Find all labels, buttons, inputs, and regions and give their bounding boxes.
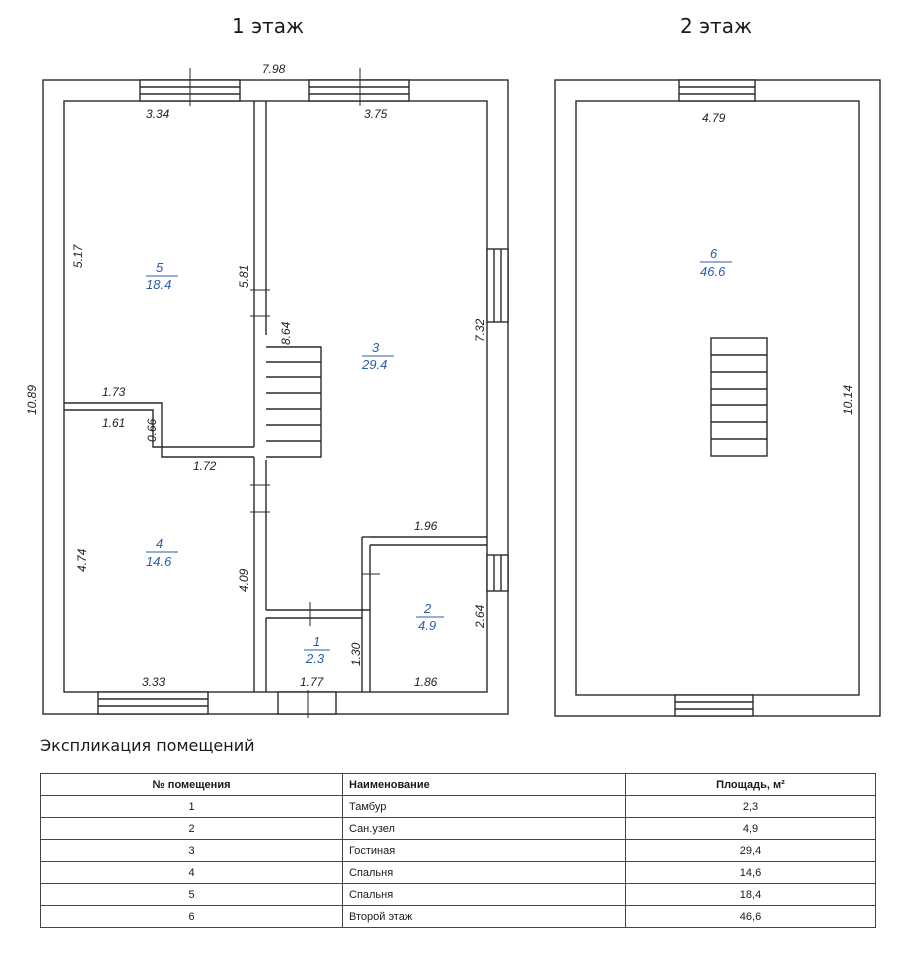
dim-top-right: 3.75 (364, 107, 388, 121)
cell-area: 18,4 (626, 884, 876, 906)
svg-text:5: 5 (156, 260, 164, 275)
cell-name: Гостиная (343, 840, 626, 862)
floor-2-stairs (711, 338, 767, 456)
cell-area: 2,3 (626, 796, 876, 818)
svg-text:3: 3 (372, 340, 380, 355)
table-header-row (41, 774, 876, 796)
floor-1-title: 1 этаж (232, 14, 304, 38)
floor-1-stairs (266, 362, 321, 441)
dim-bath-top: 1.96 (414, 519, 438, 533)
dim-f2-right: 10.14 (841, 384, 855, 415)
room-label-2 (416, 601, 444, 633)
dim-top-total: 7.98 (262, 62, 286, 76)
table-row (41, 840, 876, 862)
svg-text:14.6: 14.6 (146, 554, 172, 569)
dim-room5-wall: 5.81 (237, 264, 251, 288)
cell-area: 29,4 (626, 840, 876, 862)
svg-text:46.6: 46.6 (700, 264, 726, 279)
dim-bottom-mid: 1.77 (300, 675, 324, 689)
dim-ledge-height: 0.66 (145, 418, 159, 442)
dim-room4-height: 4.74 (75, 548, 89, 572)
floor-2-outer-walls (555, 80, 880, 716)
dim-room5-height: 5.17 (71, 244, 85, 268)
cell-num: 5 (41, 884, 343, 906)
dim-left-total: 10.89 (25, 384, 39, 415)
dim-top-left: 3.34 (146, 107, 170, 121)
dim-room3-right: 7.32 (473, 318, 487, 342)
room-label-5 (146, 260, 178, 292)
cell-name: Спальня (343, 862, 626, 884)
svg-text:6: 6 (710, 246, 718, 261)
dim-ledge-top: 1.73 (102, 385, 126, 399)
header-area: Площадь, м² (626, 774, 876, 796)
table-row (41, 818, 876, 840)
dim-vest-wall: 1.30 (349, 642, 363, 666)
cell-area: 46,6 (626, 906, 876, 928)
svg-text:18.4: 18.4 (146, 277, 172, 292)
svg-text:2.3: 2.3 (306, 651, 325, 666)
svg-text:29.4: 29.4 (362, 357, 388, 372)
dim-bottom-left: 3.33 (142, 675, 166, 689)
dim-bath-height: 2.64 (473, 604, 487, 628)
dim-ledge-bottom: 1.72 (193, 459, 217, 473)
table-row (41, 862, 876, 884)
room-label-4 (146, 536, 178, 569)
table-row (41, 906, 876, 928)
cell-area: 4,9 (626, 818, 876, 840)
cell-num: 4 (41, 862, 343, 884)
floor-2-windows (675, 80, 755, 716)
cell-num: 2 (41, 818, 343, 840)
explication-table (40, 773, 876, 928)
room-label-3 (361, 340, 394, 372)
cell-num: 3 (41, 840, 343, 862)
floor-1-windows (98, 80, 508, 714)
cell-area: 14,6 (626, 862, 876, 884)
floor-2-title: 2 этаж (680, 14, 752, 38)
table-row (41, 796, 876, 818)
cell-name: Спальня (343, 884, 626, 906)
header-name: Наименование (343, 774, 626, 796)
explication-title: Экспликация помещений (40, 736, 255, 755)
dim-bottom-right: 1.86 (414, 675, 438, 689)
cell-num: 1 (41, 796, 343, 818)
svg-text:4: 4 (156, 536, 164, 551)
svg-text:4.9: 4.9 (418, 618, 437, 633)
cell-name: Второй этаж (343, 906, 626, 928)
cell-num: 6 (41, 906, 343, 928)
room-label-1 (304, 634, 330, 666)
svg-text:1: 1 (313, 634, 321, 649)
svg-text:2: 2 (424, 601, 432, 616)
table-row (41, 884, 876, 906)
dim-f2-top: 4.79 (702, 111, 726, 125)
room-label-6 (700, 246, 732, 279)
dim-ledge-inner: 1.61 (102, 416, 126, 430)
dim-room4-wall: 4.09 (237, 568, 251, 592)
dim-stair-wall: 8.64 (279, 321, 293, 345)
cell-name: Сан.узел (343, 818, 626, 840)
header-num: № помещения (41, 774, 343, 796)
cell-name: Тамбур (343, 796, 626, 818)
